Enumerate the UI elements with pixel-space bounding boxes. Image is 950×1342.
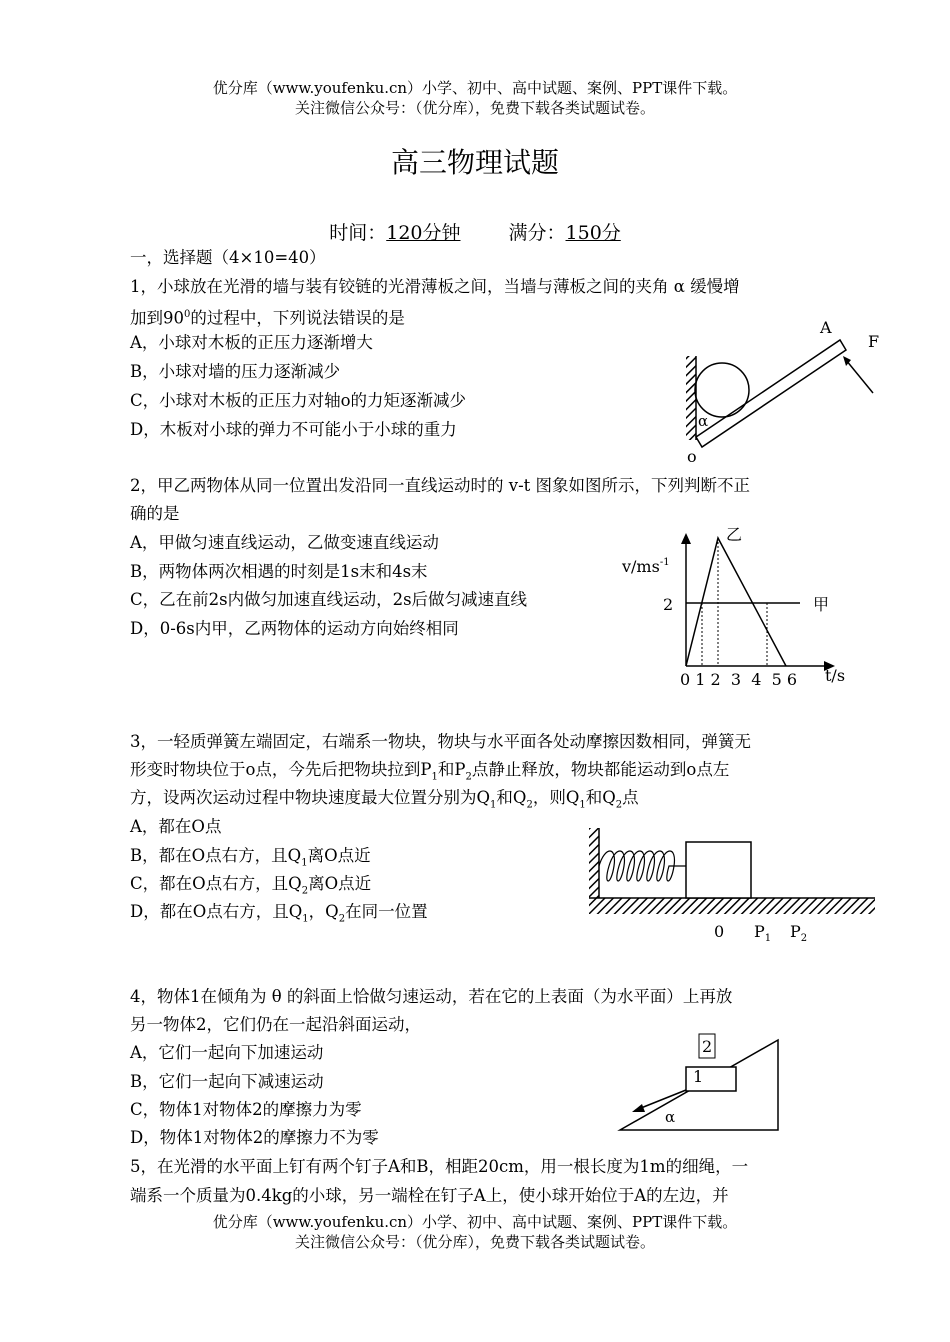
label-o: o [687, 447, 697, 466]
footer-line-2: 关注微信公众号：（优分库），免费下载各类试题试卷。 [294, 1233, 655, 1251]
q3-stem-3: 方，设两次运动过程中物块速度最大位置分别为$Q_1$和$Q_2$，则$Q_1$和$Q_2$点 [130, 788, 639, 811]
q5-stem-2: 端系一个质量为0.4kg的小球，另一端栓在钉子A上，使小球开始位于A的左边，并 [130, 1186, 729, 1205]
q1-option-c: C，小球对木板的正压力对轴o的力矩逐渐减少 [130, 391, 467, 410]
q4-stem-2: 另一物体2，它们仍在一起沿斜面运动， [130, 1015, 421, 1034]
q2-option-b: B，两物体两次相遇的时刻是1s末和4s末 [130, 562, 428, 581]
x-axis-label: t/s [825, 666, 846, 685]
q2-stem-2: 确的是 [130, 504, 180, 523]
q3-stem-1: 3，一轻质弹簧左端固定，右端系一物块，物块与水平面各处动摩擦因数相同，弹簧无 [130, 732, 751, 751]
label-F: F [868, 332, 880, 351]
score-value: 150分 [565, 222, 621, 244]
label-2: 2 [702, 1037, 713, 1056]
q1-option-d: D，木板对小球的弹力不可能小于小球的重力 [130, 420, 457, 439]
label-yi: 乙 [726, 525, 743, 544]
q1-stem-1: 1，小球放在光滑的墙与装有铰链的光滑薄板之间，当墙与薄板之间的夹角 α 缓慢增 [130, 277, 740, 296]
q3-option-a: A，都在O点 [130, 817, 222, 836]
q1-option-b: B，小球对墙的压力逐渐减少 [130, 362, 341, 381]
q4-option-c: C，物体1对物体2的摩擦力为零 [130, 1100, 362, 1119]
q4-option-d: D，物体1对物体2的摩擦力不为零 [130, 1128, 379, 1147]
q4-option-a: A，它们一起向下加速运动 [130, 1043, 324, 1062]
header-line-2: 关注微信公众号：（优分库），免费下载各类试题试卷。 [294, 99, 655, 117]
label-0: 0 [714, 922, 725, 941]
y-tick-2: 2 [663, 595, 674, 614]
label-P1: $P_1$ [754, 922, 772, 944]
header-line-1: 优分库（www.youfenku.cn）小学、初中、高中试题、案例、PPT课件下载。 [212, 79, 738, 97]
q3-option-d: D，都在O点右方，且$Q_1$，$Q_2$在同一位置 [130, 902, 428, 925]
q5-stem-1: 5，在光滑的水平面上钉有两个钉子A和B，相距20cm，用一根长度为1m的细绳，一 [130, 1157, 749, 1176]
label-A: A [820, 318, 832, 337]
score-label: 满分： [508, 222, 566, 244]
time-label: 时间： [329, 222, 387, 244]
q2-option-a: A，甲做匀速直线运动，乙做变速直线运动 [130, 533, 439, 552]
section-heading: 一，选择题（4×10=40） [130, 248, 326, 267]
x-ticks: 0 1 2 3 4 5 6 [680, 670, 798, 689]
label-P2: $P_2$ [790, 922, 808, 944]
q2-option-d: D，0-6s内甲，乙两物体的运动方向始终相同 [130, 619, 459, 638]
q1-option-a: A，小球对木板的正压力逐渐增大 [130, 333, 373, 352]
label-1: 1 [693, 1067, 704, 1086]
q3-option-b: B，都在O点右方，且$Q_1$离O点近 [130, 846, 371, 869]
q2-option-c: C，乙在前2s内做匀加速直线运动，2s后做匀减速直线 [130, 590, 528, 609]
q3-option-c: C，都在O点右方，且$Q_2$离O点近 [130, 874, 372, 897]
q1-stem-2: 加到$90^0$的过程中，下列说法错误的是 [130, 308, 405, 328]
page-title: 高三物理试题 [390, 146, 559, 179]
y-axis-label: $v/ms^{-1}$ [622, 557, 670, 576]
label-alpha: α [665, 1108, 676, 1126]
label-jia: 甲 [813, 595, 830, 614]
label-alpha: α [698, 412, 709, 430]
time-value: 120分钟 [386, 222, 461, 244]
q2-stem-1: 2，甲乙两物体从同一位置出发沿同一直线运动时的 v-t 图象如图所示，下列判断不正 [130, 476, 751, 495]
q4-stem-1: 4，物体1在倾角为 θ 的斜面上恰做匀速运动，若在它的上表面（为水平面）上再放 [130, 987, 733, 1006]
footer-line-1: 优分库（www.youfenku.cn）小学、初中、高中试题、案例、PPT课件下载。 [212, 1213, 738, 1231]
q4-option-b: B，它们一起向下减速运动 [130, 1072, 324, 1091]
q3-stem-2: 形变时物块位于o点，今先后把物块拉到$P_1$和$P_2$点静止释放，物块都能运动到o点左 [130, 760, 730, 783]
